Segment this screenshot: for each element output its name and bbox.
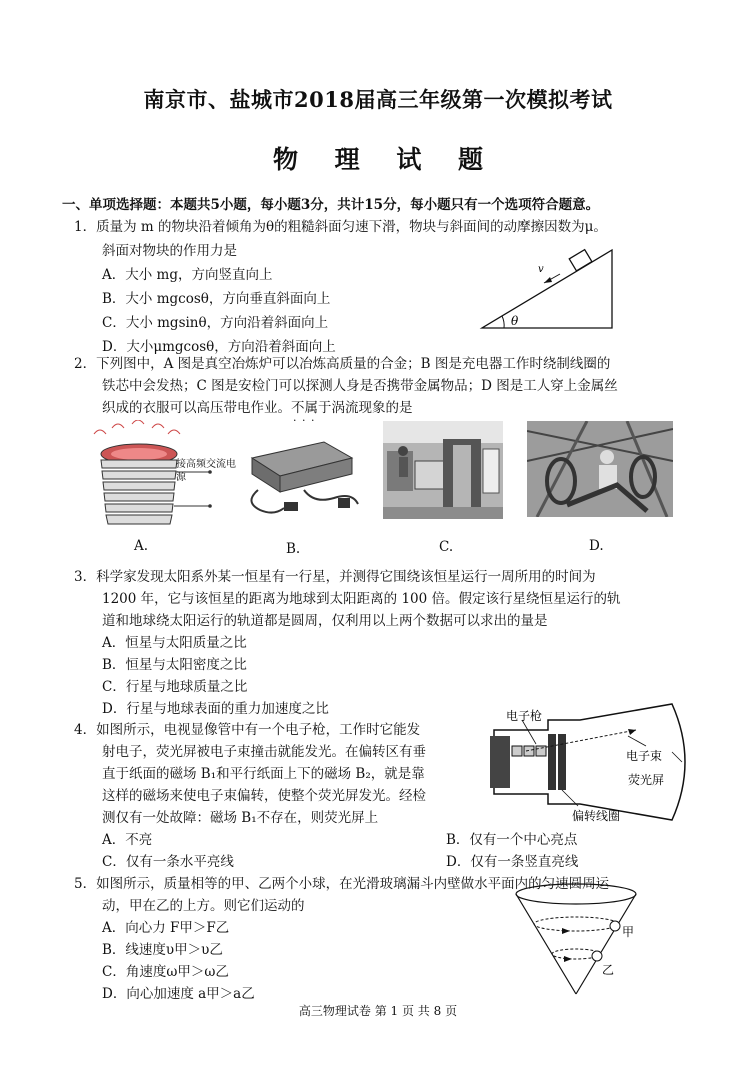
label-jia: 甲 [622, 925, 635, 939]
velocity-label: v [538, 264, 544, 275]
label-yi: 乙 [602, 963, 615, 977]
q1-option-b: B．大小 mgcosθ，方向垂直斜面向上 [102, 291, 331, 307]
q1-option-a: A．大小 mg，方向竖直向上 [102, 267, 273, 283]
subject-title: 物 理 试 题 [272, 145, 498, 174]
q4-option-c: C．仅有一条水平亮线 [102, 854, 234, 870]
q3-option-d: D．行星与地球表面的重力加速度之比 [102, 701, 329, 717]
q5-option-d: D．向心加速度 a甲＞a乙 [102, 986, 255, 1002]
q2-stem-line3: 织成的衣服可以高压带电作业。不属于 · · ·涡流现象的是 [102, 399, 413, 417]
q5-option-c: C．角速度ω甲＞ω乙 [102, 964, 229, 980]
figure-d-live-worker [527, 421, 673, 517]
ball-jia [610, 921, 620, 931]
q1-stem-line1: 1．质量为 m 的物块沿着倾角为θ的粗糙斜面匀速下滑，物块与斜面间的动摩擦因数为μ。 [74, 219, 607, 235]
caption-a: A. [134, 538, 149, 554]
q5-stem-line2: 动，甲在乙的上方。则它们运动的 [102, 898, 305, 914]
figure-c-security-gate [383, 421, 503, 519]
label-electron-beam: 电子束 [626, 749, 663, 763]
ball-yi [592, 951, 602, 961]
figure-a-caption-label: 接高频交流电源 [176, 459, 236, 483]
q1-stem-line2: 斜面对物块的作用力是 [102, 243, 237, 259]
incline-figure [478, 244, 618, 332]
q4-option-d: D．仅有一条竖直亮线 [446, 854, 579, 870]
q4-line4: 这样的磁场来使电子束偏转，使整个荧光屏发光。经检 [102, 788, 426, 804]
q4-line1: 4．如图所示，电视显像管中有一个电子枪，工作时它能发 [74, 722, 421, 738]
q5-stem-line1: 5．如图所示，质量相等的甲、乙两个小球，在光滑玻璃漏斗内壁做水平面内的匀速圆周运 [74, 876, 610, 892]
q5-option-a: A．向心力 F甲＞F乙 [102, 920, 230, 936]
caption-c: C. [439, 539, 454, 555]
q3-option-c: C．行星与地球质量之比 [102, 679, 248, 695]
q3-stem-line3: 道和地球绕太阳运行的轨道都是圆周，仅利用以上两个数据可以求出的量是 [102, 613, 548, 629]
q3-stem-line2: 1200 年，它与该恒星的距离为地球到太阳距离的 100 倍。假定该行星绕恒星运行的轨 [102, 591, 621, 607]
q3-stem-line1: 3．科学家发现太阳系外某一恒星有一行星，并测得它围绕该恒星运行一周所用的时间为 [74, 569, 596, 585]
q3-option-b: B．恒星与太阳密度之比 [102, 657, 247, 673]
q4-line5: 测仅有一处故障：磁场 B₁不存在，则荧光屏上 [102, 810, 379, 826]
caption-d: D. [589, 538, 604, 554]
label-screen: 荧光屏 [628, 773, 665, 787]
q4-line3: 直于纸面的磁场 B₁和平行纸面上下的磁场 B₂，就是靠 [102, 766, 425, 782]
section-heading: 一、单项选择题：本题共5小题，每小题3分，共计15分，每小题只有一个选项符合题意。 [62, 197, 600, 213]
label-electron-gun: 电子枪 [506, 709, 543, 723]
caption-b: B. [286, 541, 301, 557]
page-footer: 高三物理试卷 第 1 页 共 8 页 [298, 1004, 458, 1018]
q1-option-d: D．大小μmgcosθ，方向沿着斜面向上 [102, 339, 336, 355]
figure-b-charger [234, 428, 366, 520]
crt-tube-figure [486, 702, 696, 824]
exam-title: 南京市、盐城市2018届高三年级第一次模拟考试 [143, 87, 613, 112]
q1-option-c: C．大小 mgsinθ，方向沿着斜面向上 [102, 315, 329, 331]
q3-option-a: A．恒星与太阳质量之比 [102, 635, 247, 651]
funnel-figure [504, 878, 654, 998]
q5-option-b: B．线速度υ甲＞υ乙 [102, 942, 223, 958]
q4-line2: 射电子，荧光屏被电子束撞击就能发光。在偏转区有垂 [102, 744, 426, 760]
q4-option-a: A．不亮 [102, 832, 153, 848]
angle-label: θ [511, 314, 519, 328]
q2-stem-line2: 铁芯中会发热；C 图是安检门可以探测人身是否携带金属物品；D 图是工人穿上金属丝 [102, 378, 618, 394]
label-deflection-coil: 偏转线圈 [572, 809, 621, 823]
q2-stem-line1: 2．下列图中，A 图是真空冶炼炉可以冶炼高质量的合金；B 图是充电器工作时绕制线圈的 [74, 356, 611, 372]
emphasis-not-belong: 不属于 · · · [291, 400, 332, 416]
q4-option-b: B．仅有一个中心亮点 [446, 832, 578, 848]
